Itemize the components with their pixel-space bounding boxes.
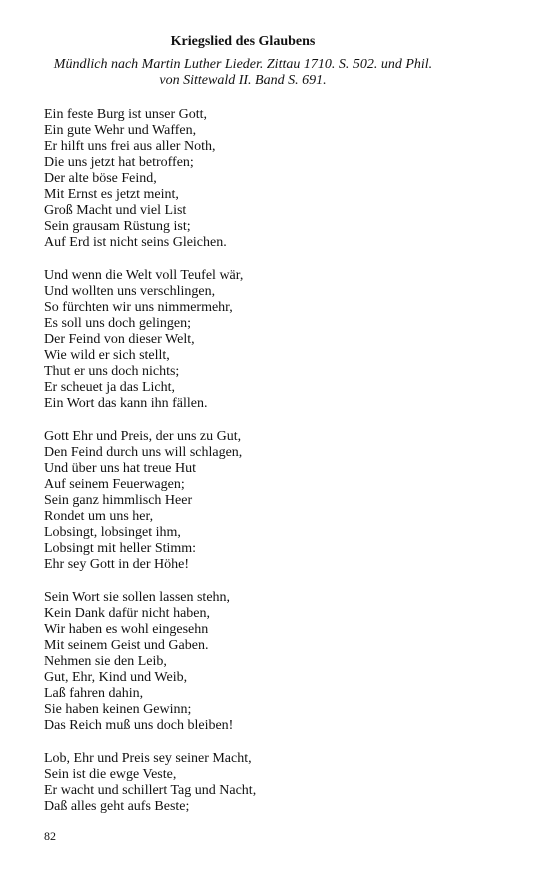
verse-line: Sein ganz himmlisch Heer bbox=[44, 493, 193, 508]
verse-line: Thut er uns doch nichts; bbox=[44, 364, 180, 379]
verse-line: Gut, Ehr, Kind und Weib, bbox=[44, 670, 188, 685]
source-note-line: Mündlich nach Martin Luther Lieder. Zittau 1710. S. 502. und Phil. bbox=[53, 57, 433, 72]
verse-line: Auf Erd ist nicht seins Gleichen. bbox=[44, 235, 227, 250]
verse-line: Und wollten uns verschlingen, bbox=[44, 284, 216, 299]
verse-line: Lobsingt, lobsinget ihm, bbox=[44, 525, 181, 540]
verse-line: Das Reich muß uns doch bleiben! bbox=[44, 718, 234, 733]
verse-line: Ehr sey Gott in der Höhe! bbox=[44, 557, 190, 572]
verse-line: Rondet um uns her, bbox=[44, 509, 154, 524]
verse-line: Laß fahren dahin, bbox=[44, 686, 144, 701]
verse-line: Auf seinem Feuerwagen; bbox=[44, 477, 185, 492]
verse-line: Er scheuet ja das Licht, bbox=[44, 380, 176, 395]
verse-line: Er hilft uns frei aus aller Noth, bbox=[44, 139, 216, 154]
verse-line: Der alte böse Feind, bbox=[44, 171, 157, 186]
source-note-line: von Sittewald II. Band S. 691. bbox=[159, 73, 327, 88]
verse-line: Kein Dank dafür nicht haben, bbox=[44, 606, 210, 621]
verse-line: Mit Ernst es jetzt meint, bbox=[44, 187, 179, 202]
verse-line: Ein feste Burg ist unser Gott, bbox=[44, 107, 208, 122]
verse-line: Lobsingt mit heller Stimm: bbox=[44, 541, 197, 556]
verse-line: Mit seinem Geist und Gaben. bbox=[44, 638, 209, 653]
verse-line: Sein ist die ewge Veste, bbox=[44, 767, 177, 782]
page-number: 82 bbox=[44, 829, 56, 843]
verse-line: Ein gute Wehr und Waffen, bbox=[44, 123, 197, 138]
verse-line: Und wenn die Welt voll Teufel wär, bbox=[44, 268, 244, 283]
verse-line: Groß Macht und viel List bbox=[44, 203, 187, 218]
verse-line: Wir haben es wohl eingesehn bbox=[44, 622, 209, 637]
poem-title: Kriegslied des Glaubens bbox=[170, 34, 316, 49]
verse-line: Ein Wort das kann ihn fällen. bbox=[44, 396, 208, 411]
source-note bbox=[40, 57, 446, 89]
poem-body bbox=[44, 107, 504, 832]
verse-line: Er wacht und schillert Tag und Nacht, bbox=[44, 783, 257, 798]
verse-line: Sie haben keinen Gewinn; bbox=[44, 702, 192, 717]
stanza bbox=[44, 429, 504, 573]
stanza bbox=[44, 268, 504, 412]
verse-line: Die uns jetzt hat betroffen; bbox=[44, 155, 194, 170]
verse-line: Den Feind durch uns will schlagen, bbox=[44, 445, 243, 460]
verse-line: Nehmen sie den Leib, bbox=[44, 654, 167, 669]
verse-line: Gott Ehr und Preis, der uns zu Gut, bbox=[44, 429, 242, 444]
verse-line: Lob, Ehr und Preis sey seiner Macht, bbox=[44, 751, 252, 766]
verse-line: Daß alles geht aufs Beste; bbox=[44, 799, 190, 814]
verse-line: Der Feind von dieser Welt, bbox=[44, 332, 195, 347]
verse-line: Es soll uns doch gelingen; bbox=[44, 316, 191, 331]
verse-line: Und über uns hat treue Hut bbox=[44, 461, 197, 476]
verse-line: Wie wild er sich stellt, bbox=[44, 348, 170, 363]
stanza bbox=[44, 751, 504, 815]
verse-line: Sein Wort sie sollen lassen stehn, bbox=[44, 590, 231, 605]
verse-line: Sein grausam Rüstung ist; bbox=[44, 219, 191, 234]
stanza bbox=[44, 590, 504, 734]
verse-line: So fürchten wir uns nimmermehr, bbox=[44, 300, 233, 315]
stanza bbox=[44, 107, 504, 251]
